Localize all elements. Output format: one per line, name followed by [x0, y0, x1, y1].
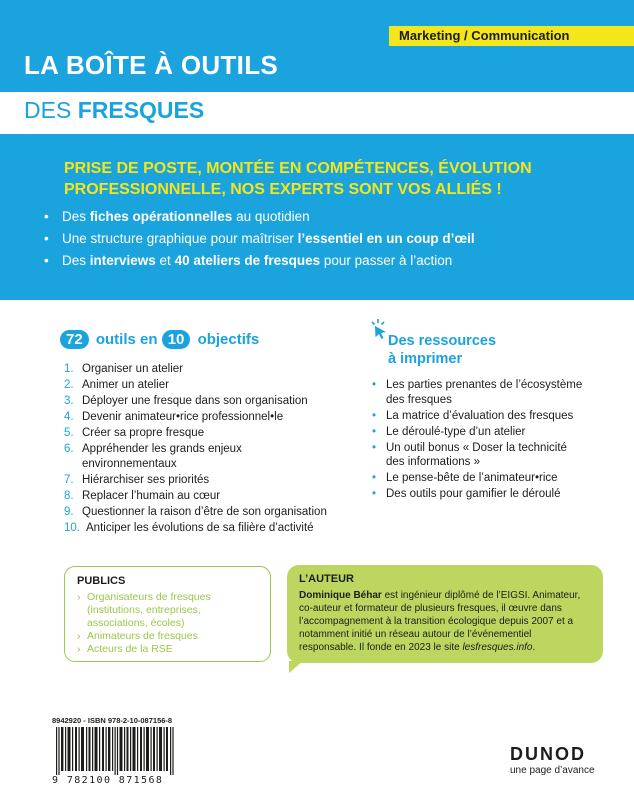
category-label: Marketing / Communication	[389, 26, 634, 46]
feature-item: • Des interviews et 40 ateliers de fresques pour passer à l’action	[44, 251, 475, 273]
speech-tail	[289, 661, 303, 673]
title-prefix: DES	[24, 97, 72, 123]
list-item: 4. Devenir animateur•rice professionnel•le	[64, 411, 284, 424]
feature-list	[44, 207, 475, 273]
tagline: PRISE DE POSTE, MONTÉE EN COMPÉTENCES, ÉVOLUTION PROFESSIONNELLE, NOS EXPERTS SONT VOS ALLIÉS !	[64, 160, 532, 198]
resources-heading: Des ressources à imprimer	[388, 333, 497, 367]
list-item: 9. Questionner la raison d’être de son organisation	[64, 506, 327, 519]
publisher-tagline: une page d’avance	[510, 765, 595, 776]
publics-title: PUBLICS	[77, 575, 126, 587]
objectives-heading	[60, 330, 259, 349]
barcode-number: 9 782100 871568	[52, 775, 164, 786]
objectives-count-badge: 10	[162, 330, 191, 349]
list-item: 1. Organiser un atelier	[64, 363, 183, 375]
list-item: 10. Anticiper les évolutions de sa filière d’activité	[64, 522, 314, 535]
objectives-word: objectifs	[197, 331, 260, 348]
list-item: 3. Déployer une fresque dans son organisation	[64, 395, 308, 408]
cursor-click-icon	[369, 318, 389, 340]
publics-box	[64, 566, 271, 662]
title-main: FRESQUES	[77, 97, 205, 123]
list-item: • Des outils pour gamifier le déroulé	[370, 487, 620, 502]
publisher-logo: DUNOD	[510, 744, 586, 764]
barcode-icon	[52, 727, 180, 777]
list-item: • Les parties prenantes de l’écosystème des fresques	[370, 378, 586, 407]
author-title: L’AUTEUR	[299, 573, 354, 585]
list-item: 5. Créer sa propre fresque	[64, 427, 205, 440]
tools-count-badge: 72	[60, 330, 89, 349]
publics-list	[77, 591, 258, 656]
tools-word: outils en	[95, 331, 158, 348]
list-item: • Un outil bonus « Doser la technicité des informations »	[370, 441, 576, 470]
list-item: • Le déroulé-type d’un atelier	[370, 425, 620, 440]
list-item: › Animateurs de fresques	[77, 630, 258, 643]
feature-item: • Des fiches opérationnelles au quotidien	[44, 207, 475, 229]
list-item: 6. Appréhender les grands enjeux environnementaux	[64, 443, 242, 470]
resources-list	[370, 378, 620, 504]
list-item: 2. Animer un atelier	[64, 379, 169, 392]
series-title: LA BOÎTE À OUTILS	[24, 50, 279, 80]
objectives-list	[64, 362, 334, 537]
list-item: › Organisateurs de fresques (institutions, entreprises, associations, écoles)	[77, 591, 258, 630]
list-item: 8. Replacer l’humain au cœur	[64, 490, 221, 503]
isbn-label: 8942920 - ISBN 978-2-10-087156-8	[52, 716, 173, 725]
book-title	[24, 97, 204, 124]
author-bio: Dominique Béhar est ingénieur diplômé de l’EIGSI. Animateur, co-auteur et formateur de plusieurs fresques, il œuvre dans l’accompagnement à la transition écologique depuis 2007 et a notamment initié un réseau autour de l’événementiel responsable. Il fonde en 2023 le site lesfresques.info.	[299, 590, 581, 653]
feature-item: • Une structure graphique pour maîtriser l’essentiel en un coup d’œil	[44, 229, 475, 251]
list-item: 7. Hiérarchiser ses priorités	[64, 474, 210, 487]
list-item: • Le pense-bête de l’animateur•rice	[370, 471, 620, 486]
author-box	[287, 565, 603, 663]
list-item: • La matrice d’évaluation des fresques	[370, 409, 620, 424]
list-item: › Acteurs de la RSE	[77, 643, 258, 656]
